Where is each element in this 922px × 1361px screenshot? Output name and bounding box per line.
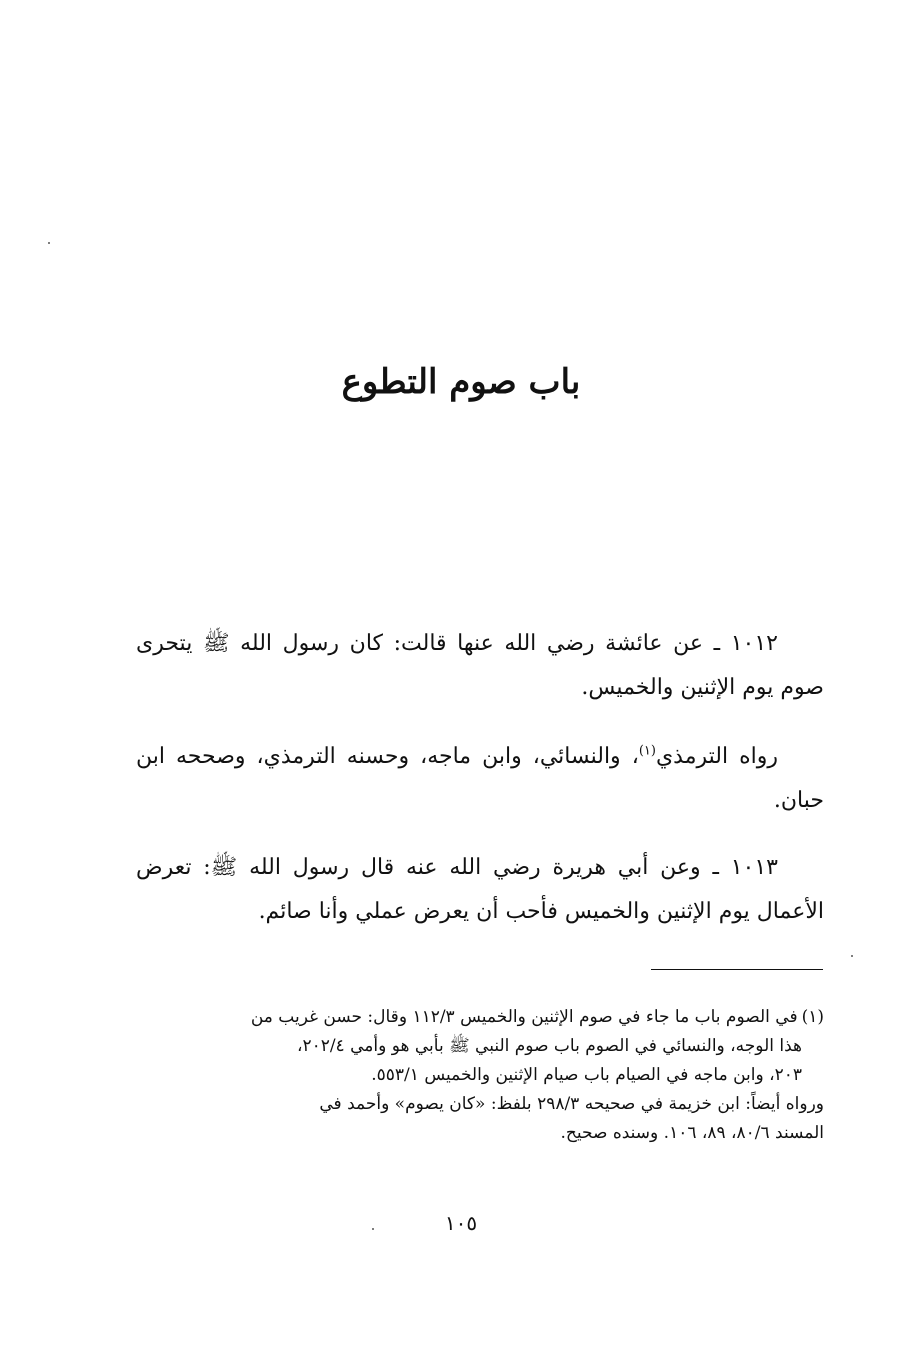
chapter-title: باب صوم التطوع <box>341 362 581 402</box>
footnote-line <box>136 1003 824 1032</box>
footnote-line: هذا الوجه، والنسائي في الصوم باب صوم النبي ﷺ بأبي هو وأمي ٢٠٢/٤، <box>296 1036 802 1056</box>
source-text-after: ، والنسائي، وابن ماجه، وحسنه الترمذي، وصححه ابن حبان. <box>136 744 824 813</box>
footnote-marker: (١) <box>801 1007 824 1027</box>
footnote-separator <box>651 969 823 970</box>
scan-speck <box>372 1228 374 1230</box>
hadith-1012: ١٠١٢ ـ عن عائشة رضي الله عنها قالت: كان رسول الله ﷺ يتحرى صوم يوم الإثنين والخميس. <box>136 631 824 700</box>
footnote-line: ورواه أيضاً: ابن خزيمة في صحيحه ٢٩٨/٣ بلفظ: «كان يصوم» وأحمد في <box>319 1094 824 1114</box>
footnote-reference[interactable]: (١) <box>638 743 656 759</box>
footnotes-section <box>136 1003 824 1148</box>
hadith-1013: ١٠١٣ ـ وعن أبي هريرة رضي الله عنه قال رسول الله ﷺ: تعرض الأعمال يوم الإثنين والخميس فأحب أن يعرض عملي وأنا صائم. <box>136 855 824 924</box>
hadith-1012-source <box>136 735 824 823</box>
footnote-line: ٢٠٣، وابن ماجه في الصيام باب صيام الإثنين والخميس ٥٥٣/١. <box>371 1065 802 1085</box>
scan-speck <box>48 242 50 244</box>
scan-speck <box>851 955 853 957</box>
footnote-1 <box>136 1003 824 1148</box>
source-text-before: رواه الترمذي <box>655 744 779 769</box>
page-number: ١٠٥ <box>444 1211 478 1235</box>
footnote-line: المسند ٨٠/٦، ٨٩، ١٠٦. وسنده صحيح. <box>560 1123 824 1143</box>
footnote-line-text: في الصوم باب ما جاء في صوم الإثنين والخميس ١١٢/٣ وقال: حسن غريب من <box>250 1007 798 1027</box>
